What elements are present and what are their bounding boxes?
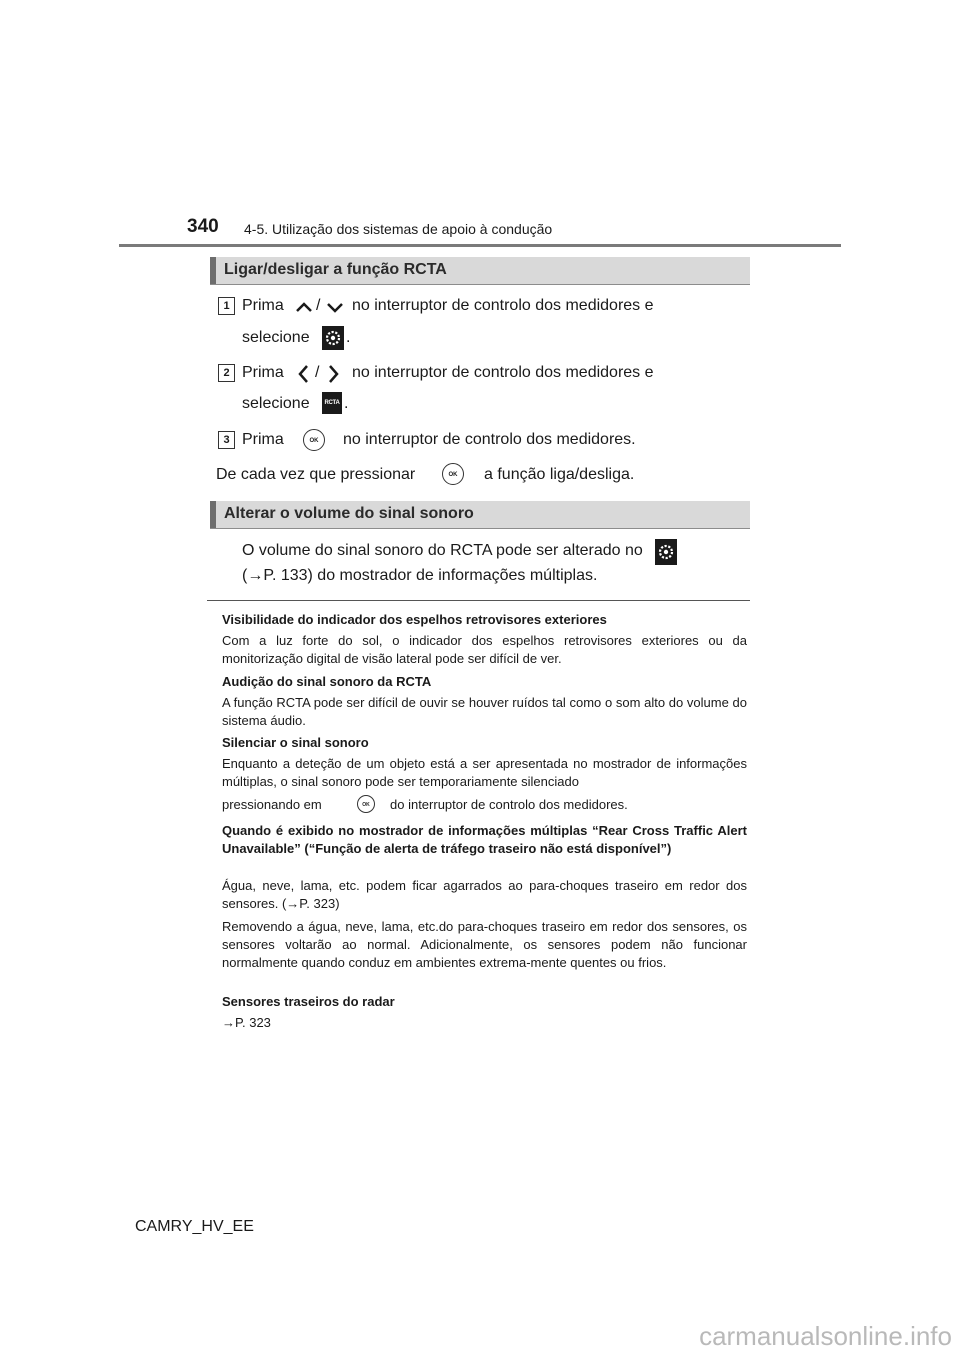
chevron-left-icon — [297, 364, 309, 384]
step-number-3: 3 — [218, 431, 235, 449]
chevron-right-icon — [328, 364, 340, 384]
note-text-visibility: Com a luz forte do sol, o indicador dos espelhos retrovisores exteriores ou da monitorização digital de visão lateral pode ser difícil de ver. — [222, 633, 747, 666]
gear-icon — [655, 539, 677, 565]
section-heading-text: Alterar o volume do sinal sonoro — [224, 505, 474, 522]
ok-button-icon: OK — [303, 429, 325, 451]
note-text-silence-c: do interruptor de controlo dos medidores. — [390, 797, 628, 812]
chapter-title: 4-5. Utilização dos sistemas de apoio à condução — [244, 221, 553, 237]
step1-text: no interruptor de controlo dos medidores e — [352, 297, 654, 314]
page-number: 340 — [187, 216, 219, 237]
ok-button-icon: OK — [357, 795, 375, 813]
rcta-icon: RCTA — [322, 392, 342, 414]
note-text-silence: Enquanto a deteção de um objeto está a ser apresentada no mostrador de informações múltiplas, o sinal sonoro pode ser temporariamente silenciado — [222, 756, 747, 789]
notes-divider — [207, 600, 750, 601]
gear-icon — [322, 326, 344, 350]
chevron-down-icon — [326, 302, 344, 314]
step2-text: no interruptor de controlo dos medidores e — [352, 364, 654, 381]
note-text-unavailable-2: Removendo a água, neve, lama, etc.do para-choques traseiro em redor dos sensores, os sensores voltarão ao normal. Adicionalmente, os sensores podem não funcionar normalmente quando conduz em ambientes extrema-mente quentes ou frios. — [222, 919, 747, 970]
step3-prima: Prima — [242, 431, 284, 448]
volume-text-line2: (→P. 133) do mostrador de informações múltiplas. — [242, 567, 598, 584]
note-text-silence-b: pressionando em — [222, 797, 322, 812]
chevron-up-icon — [295, 301, 313, 313]
step2-selecione: selecione — [242, 395, 310, 412]
note-text-audio: A função RCTA pode ser difícil de ouvir se houver ruídos tal como o som alto do volume do sistema áudio. — [222, 695, 747, 728]
watermark: carmanualsonline.info — [699, 1321, 952, 1351]
step3-text: no interruptor de controlo dos medidores. — [343, 431, 636, 448]
section-heading-text: Ligar/desligar a função RCTA — [224, 261, 447, 278]
note-title-silence: Silenciar o sinal sonoro — [222, 735, 369, 750]
note-text-unavailable-1: Água, neve, lama, etc. podem ficar agarrados ao para-choques traseiro em redor dos sensores. (→P. 323) — [222, 878, 747, 911]
step1-separator: / — [316, 297, 321, 314]
header-divider — [119, 244, 841, 247]
step2-period: . — [344, 395, 349, 412]
note-title-audio: Audição do sinal sonoro da RCTA — [222, 674, 432, 689]
section-heading-bar — [210, 501, 216, 528]
note-title-unavailable: Quando é exibido no mostrador de informações múltiplas “Rear Cross Traffic Alert Unavailable” (“Função de alerta de tráfego traseiro não está disponível”) — [222, 823, 747, 856]
note-text-radar: →P. 323 — [222, 1015, 271, 1030]
section-heading-volume — [210, 501, 750, 529]
step1-period: . — [346, 329, 351, 346]
step-number-1: 1 — [218, 297, 235, 315]
step-number-2: 2 — [218, 364, 235, 382]
section-heading-bar — [210, 257, 216, 284]
step2-prima: Prima — [242, 364, 284, 381]
step1-selecione: selecione — [242, 329, 310, 346]
footer-model: CAMRY_HV_EE — [135, 1218, 254, 1235]
toggle-text-b: a função liga/desliga. — [484, 466, 635, 483]
note-title-radar: Sensores traseiros do radar — [222, 994, 395, 1009]
note-title-visibility: Visibilidade do indicador dos espelhos retrovisores exteriores — [222, 612, 607, 627]
step2-separator: / — [315, 364, 320, 381]
toggle-text-a: De cada vez que pressionar — [216, 466, 416, 483]
section-heading-rcta-toggle — [210, 257, 750, 285]
step1-prima: Prima — [242, 297, 284, 314]
volume-text-line1: O volume do sinal sonoro do RCTA pode ser alterado no — [242, 542, 643, 559]
ok-button-icon: OK — [442, 463, 464, 485]
